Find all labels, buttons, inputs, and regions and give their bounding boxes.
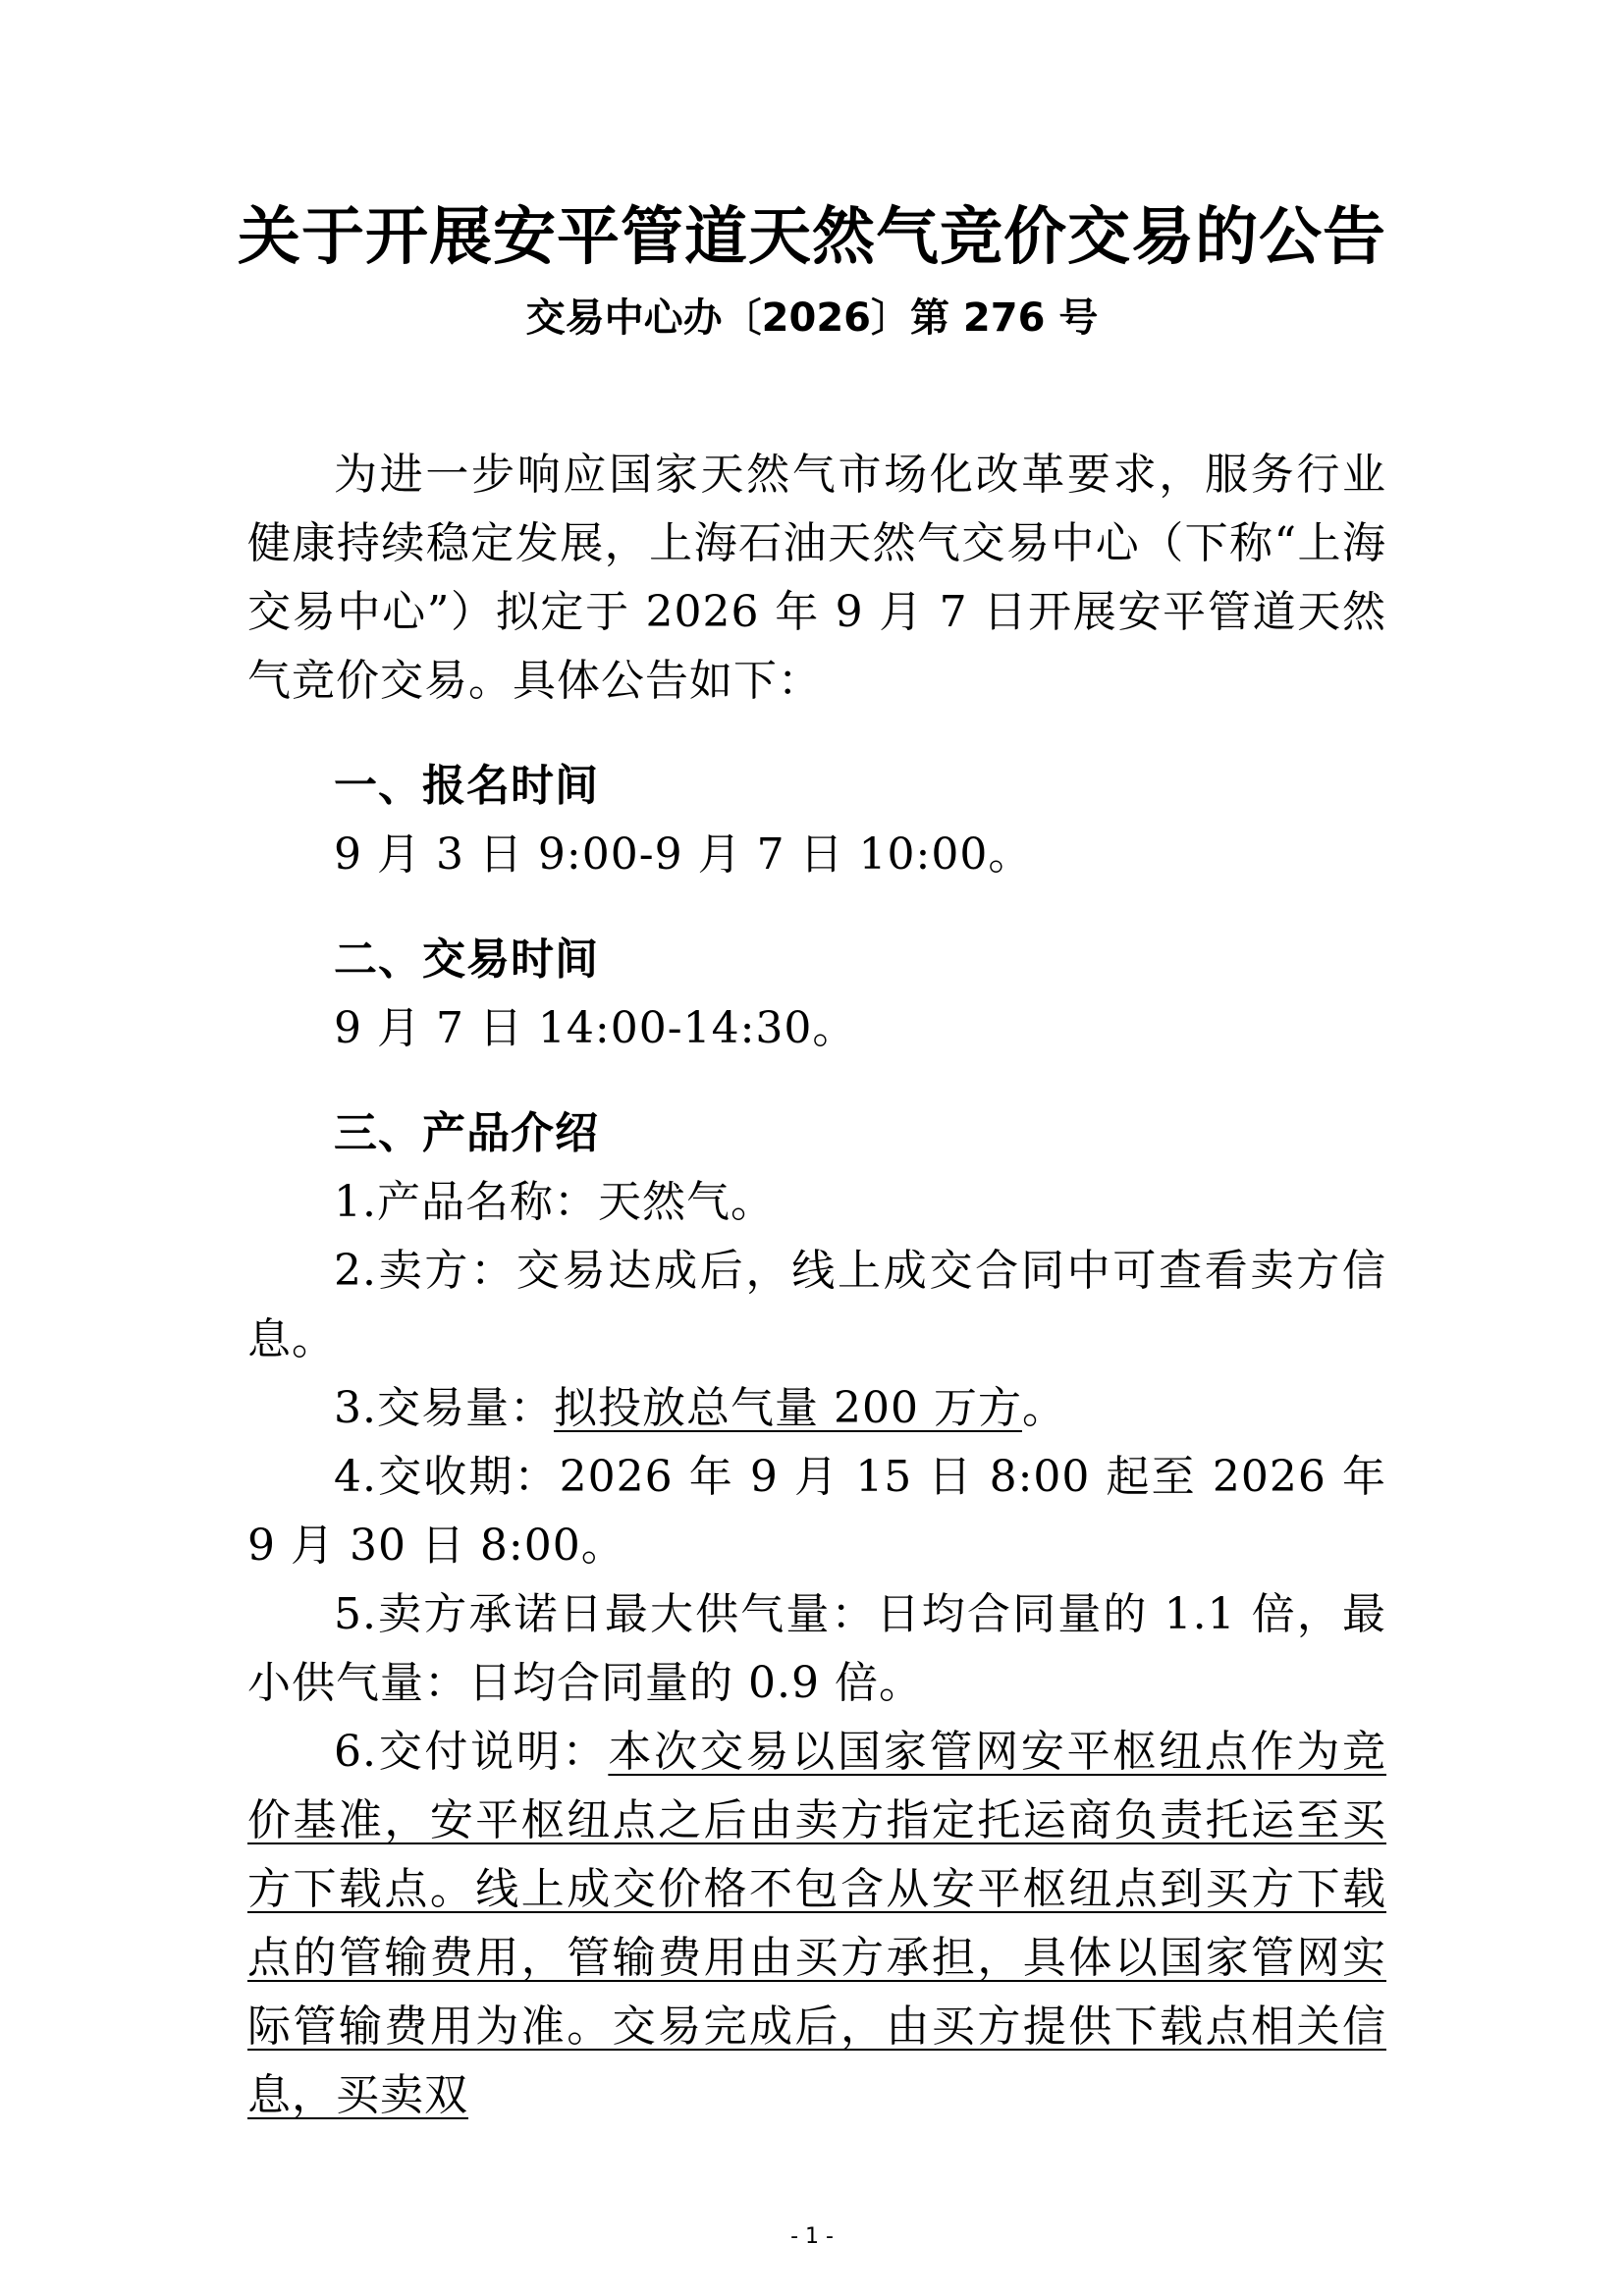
trade-volume-label: 3.交易量： — [334, 1383, 554, 1433]
section-heading-trading-time: 二、交易时间 — [334, 934, 599, 985]
document-title: 关于开展安平管道天然气竞价交易的公告 — [238, 201, 1386, 274]
registration-time-text: 9 月 3 日 9:00-9 月 7 日 10:00。 — [334, 829, 1033, 880]
trade-volume-value: 拟投放总气量 200 万方 — [553, 1383, 1022, 1433]
document-body — [247, 441, 1386, 2130]
section-heading-registration-time: 一、报名时间 — [334, 761, 599, 811]
delivery-notes-value: 本次交易以国家管网安平枢纽点作为竞价基准，安平枢纽点之后由卖方指定托运商负责托运至买方下载点。线上成交价格不包含从安平枢纽点到买方下载点的管输费用，管输费用由买方承担，具体以国家管网实际管输费用为准。交易完成后，由买方提供下载点相关信息，买卖双 — [247, 1727, 1387, 2120]
page-number: - 1 - — [790, 2224, 834, 2249]
product-name-item: 1.产品名称：天然气。 — [334, 1177, 775, 1227]
delivery-period-item: 4.交收期：2026 年 9 月 15 日 8:00 起至 2026 年 9 月 30 日 8:00。 — [247, 1452, 1386, 1571]
delivery-notes-item — [247, 1718, 1386, 2130]
intro-paragraph: 为进一步响应国家天然气市场化改革要求，服务行业健康持续稳定发展，上海石油天然气交易中心（下称“上海交易中心”）拟定于 2026 年 9 月 7 日开展安平管道天然气竞价交易。具体公告如下： — [247, 450, 1386, 706]
seller-item: 2.卖方：交易达成后，线上成交合同中可查看卖方信息。 — [247, 1246, 1386, 1364]
max-supply-item: 5.卖方承诺日最大供气量：日均合同量的 1.1 倍，最小供气量：日均合同量的 0.9 倍。 — [247, 1589, 1386, 1708]
document-number: 交易中心办〔2026〕第 276 号 — [525, 295, 1099, 341]
trade-volume-end: 。 — [1021, 1383, 1066, 1433]
trade-volume-item — [247, 1374, 1386, 1443]
section-heading-product-intro: 三、产品介绍 — [334, 1108, 599, 1158]
delivery-notes-label: 6.交付说明： — [334, 1727, 609, 1777]
trading-time-text: 9 月 7 日 14:00-14:30。 — [334, 1003, 857, 1053]
